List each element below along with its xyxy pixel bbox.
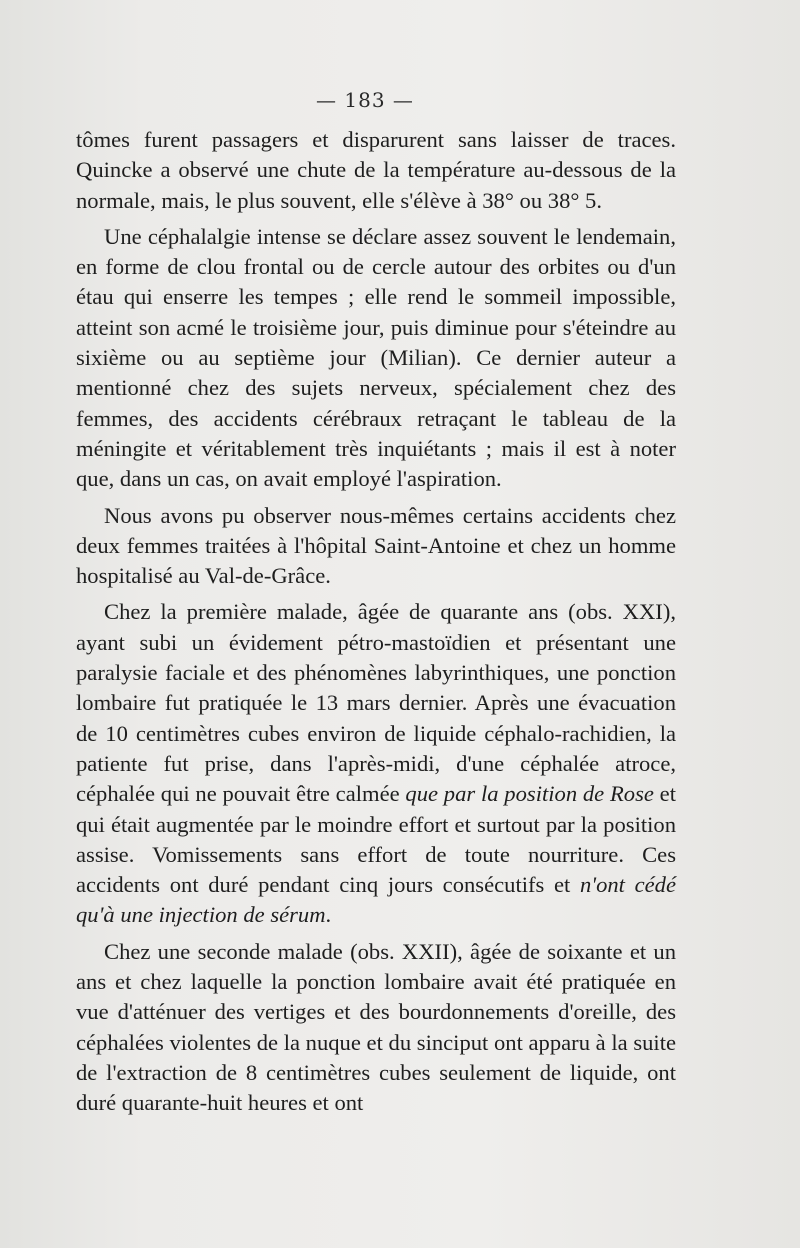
- paragraph-4-italic-2: n'ont cédé qu'à une injection de sérum: [76, 872, 677, 928]
- page-number: — 183 —: [316, 88, 414, 112]
- paragraph-1: tômes furent passagers et disparurent sans laisser de traces. Quincke a observé une chute de la température au-dessous de la normale, mais, le plus souvent, elle s'élève à 38° ou 38° 5.: [76, 127, 676, 213]
- paragraph-2: Une céphalalgie intense se déclare assez souvent le lendemain, en forme de clou frontal ou de cercle autour des orbites ou d'un étau qui enserre les tempes ; elle rend le sommeil impossible, atteint son acmé le troisième jour, puis diminue pour s'éteindre au sixième ou au septième jour (Milian). Ce dernier auteur a mentionné chez des sujets nerveux, spécialement chez des femmes, des accidents cérébraux retraçant le tableau de la méningite et véritablement très inquiétants ; mais il est à noter que, dans un cas, on avait employé l'aspiration.: [76, 223, 676, 492]
- paragraph-3: Nous avons pu observer nous-mêmes certains accidents chez deux femmes traitées à l'hôpital Saint-Antoine et chez un homme hospitalisé au Val-de-Grâce.: [76, 502, 676, 589]
- paragraph-4: [76, 597, 676, 930]
- paragraph-4-part-1: Chez la première malade, âgée de quarante ans (obs. XXI), ayant subi un évidement pétro-mastoïdien et présentant une paralysie faciale et des phénomènes labyrinthiques, une ponction lombaire fut pratiquée le 13 mars dernier. Après une évacuation de 10 centimètres cubes environ de liquide céphalo-rachidien, la patiente fut prise, dans l'après-midi, d'une céphalée atroce, céphalée qui ne pouvait être calmée: [76, 599, 676, 807]
- paragraph-4-part-2: et qui était augmentée par le moindre effort et surtout par la position assise. Vomissements sans effort de toute nourriture. Ces accidents ont duré pendant cinq jours consécutifs et: [76, 781, 676, 898]
- paragraph-4-part-3: .: [325, 902, 332, 928]
- paragraph-4-italic-1: que par la position de Rose: [405, 781, 654, 807]
- paragraph-5: Chez une seconde malade (obs. XXII), âgée de soixante et un ans et chez laquelle la ponction lombaire avait été pratiquée en vue d'atténuer des vertiges et des bourdonnements d'oreille, des céphalées violentes de la nuque et du sinciput ont apparu à la suite de l'extraction de 8 centimètres cubes seulement de liquide, ont duré quarante-huit heures et ont: [76, 938, 676, 1116]
- body-text: [76, 125, 676, 1125]
